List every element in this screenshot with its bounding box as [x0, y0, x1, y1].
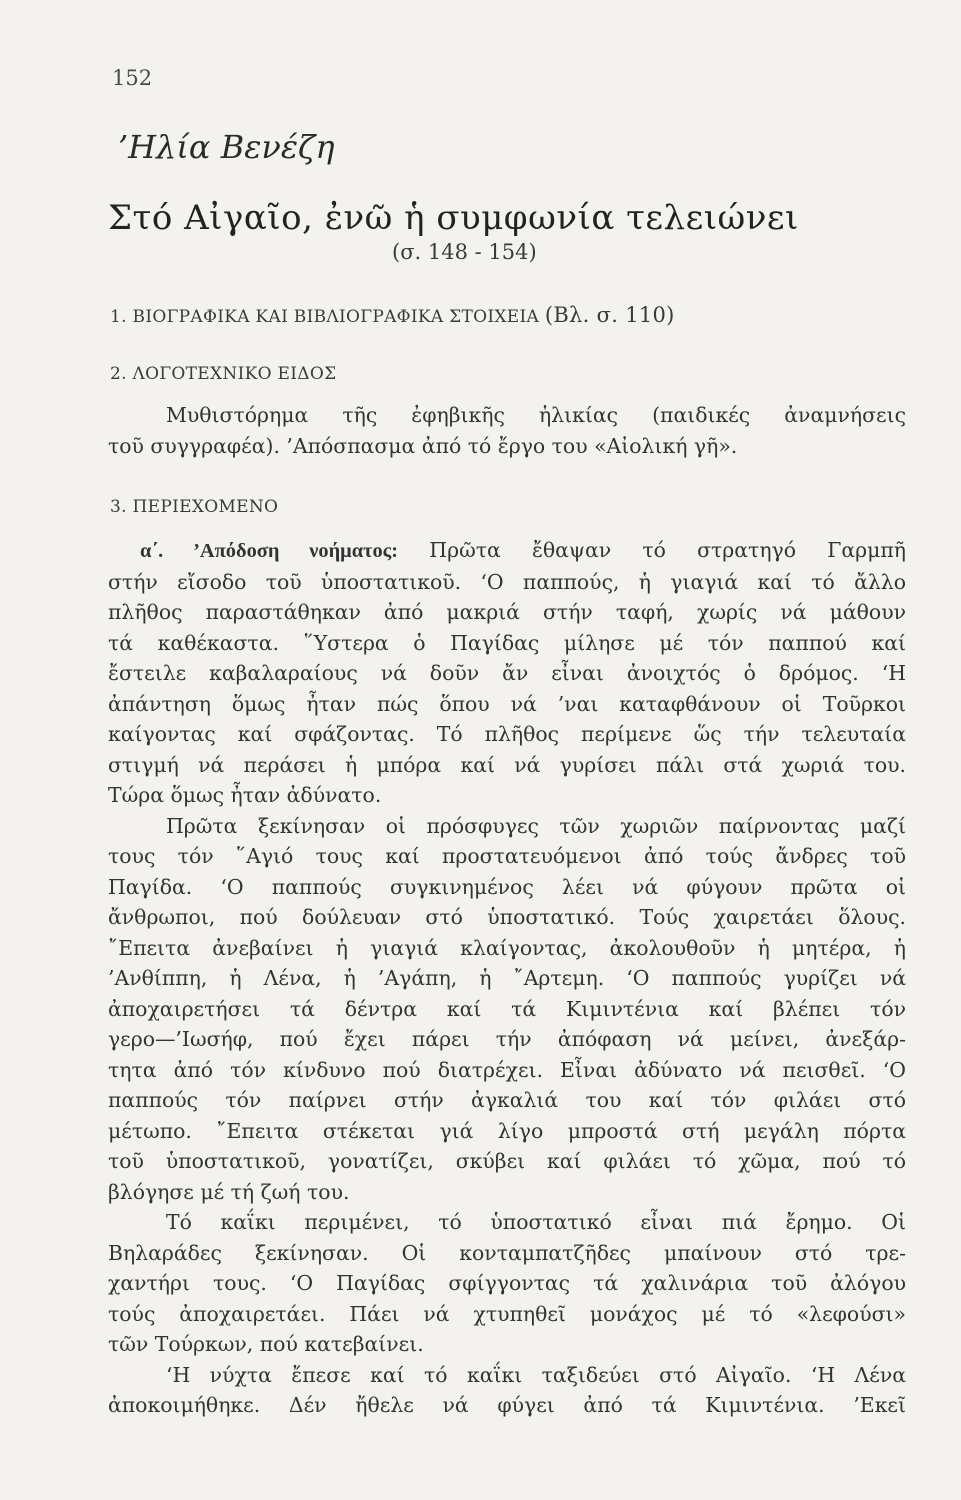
text-line: καίγοντας καί σφάζοντας. Τό πλῆθος περίμενε ὥς τήν τελευταία [108, 722, 906, 746]
author-name: ’Ηλία Βενέζη [118, 128, 335, 166]
text-line: τούς ἀποχαιρετάει. Πάει νά χτυπηθεῖ μονάχος μέ τό «λεφούσι» [108, 1301, 906, 1326]
content-first-line: Πρῶτα ἔθαψαν τό στρατηγό Γαρμπῆ [429, 538, 906, 562]
text-line: στιγμή νά περάσει ἡ μπόρα καί νά γυρίσει πάλι στά χωριά του. [108, 752, 906, 777]
text-line: ‘Η νύχτα ἔπεσε καί τό καΐκι ταξιδεύει στό Αἰγαῖο. ‘Η Λένα [166, 1362, 906, 1387]
section-heading-genre [110, 364, 336, 384]
text-line: τῶν Τούρκων, πού κατεβαίνει. [108, 1332, 424, 1356]
text-line: πλῆθος παραστάθηκαν ἀπό μακριά στήν ταφή, χωρίς νά μάθουν [108, 600, 906, 624]
text-line: ἔστειλε καβαλαραίους νά δοῦν ἄν εἶναι ἀνοιχτός ὁ δρόμος. ‘Η [108, 661, 906, 685]
section-heading-text: 1. ΒΙΟΓΡΑΦΙΚΑ ΚΑΙ ΒΙΒΛΙΟΓΡΑΦΙΚΑ ΣΤΟΙΧΕΙΑ [110, 307, 540, 327]
text-line: τά καθέκαστα. ῞Υστερα ὁ Παγίδας μίλησε μέ τόν παππού καί [108, 630, 906, 655]
text-line: Τό καΐκι περιμένει, τό ὑποστατικό εἶναι πιά ἔρημο. Οἱ [166, 1210, 906, 1234]
text-line: τοῦ ὑποστατικοῦ, γονατίζει, σκύβει καί φιλάει τό χῶμα, πού τό [108, 1149, 906, 1173]
text-line: γερο—’Ιωσήφ, πού ἔχει πάρει τήν ἀπόφαση νά μείνει, ἀνεξάρ- [108, 1027, 906, 1051]
text-line: ῎Επειτα ἀνεβαίνει ἡ γιαγιά κλαίγοντας, ἀκολουθοῦν ἡ μητέρα, ἡ [108, 935, 906, 960]
text-line: Μυθιστόρημα τῆς ἐφηβικῆς ἡλικίας (παιδικές ἀναμνήσεις [166, 403, 906, 427]
section-heading-text: 3. ΠΕΡΙΕΧΟΜΕΝΟ [110, 497, 279, 517]
text-line: Πρῶτα ξεκίνησαν οἱ πρόσφυγες τῶν χωριῶν παίρνοντας μαζί [166, 813, 906, 838]
page-range: (σ. 148 - 154) [392, 240, 537, 264]
text-line: Τώρα ὅμως ἦταν ἀδύνατο. [108, 783, 382, 807]
text-line: Βηλαράδες ξεκίνησαν. Οἱ κονταμπατζῆδες μπαίνουν στό τρε- [108, 1240, 906, 1265]
text-line: παππούς τόν παίρνει στήν ἀγκαλιά του καί τόν φιλάει στό [108, 1088, 906, 1112]
text-line: τητα ἀπό τόν κίνδυνο πού διατρέχει. Εἶναι ἀδύνατο νά πεισθεῖ. ‘Ο [108, 1057, 906, 1082]
text-line: ’Ανθίππη, ἡ Λένα, ἡ ’Αγάπη, ἡ ῎Αρτεμη. ‘Ο παππούς γυρίζει νά [108, 966, 906, 990]
genre-paragraph [108, 400, 906, 461]
section-heading-content [110, 497, 278, 517]
content-paragraphs [108, 535, 906, 1421]
text-line-first [108, 535, 906, 567]
text-line: Παγίδα. ‘Ο παππούς συγκινημένος λέει νά φύγουν πρῶτα οἱ [108, 874, 906, 899]
text-line: ἀποκοιμήθηκε. Δέν ἤθελε νά φύγει ἀπό τά Κιμιντένια. ’Εκεῖ [108, 1393, 906, 1417]
text-line: ἄνθρωποι, πού δούλευαν στό ὑποστατικό. Τούς χαιρετάει ὅλους. [108, 905, 906, 929]
text-line: ἀπάντηση ὅμως ἦταν πώς ὅπου νά ’ναι καταφθάνουν οἱ Τοῦρκοι [108, 691, 906, 716]
text-line: χαντήρι τους. ‘Ο Παγίδας σφίγγοντας τά χαλινάρια τοῦ ἀλόγου [108, 1271, 906, 1295]
text-line: βλόγησε μέ τή ζωή του. [108, 1179, 350, 1204]
page-number: 152 [112, 66, 153, 90]
content-label: α΄. ’Απόδοση νοήματος: [140, 540, 399, 562]
section-heading-bio [110, 303, 675, 327]
text-line: τους τόν ῞Αγιό τους καί προστατευόμενοι ἀπό τούς ἄνδρες τοῦ [108, 844, 906, 868]
text-line: μέτωπο. ῎Επειτα στέκεται γιά λίγο μπροστά στή μεγάλη πόρτα [108, 1118, 906, 1143]
section-heading-ref: (Βλ. σ. 110) [544, 303, 675, 327]
text-line: ἀποχαιρετήσει τά δέντρα καί τά Κιμιντένια καί βλέπει τόν [108, 996, 906, 1021]
section-heading-text: 2. ΛΟΓΟΤΕΧΝΙΚΟ ΕΙΔΟΣ [110, 364, 337, 384]
text-line: στήν εἴσοδο τοῦ ὑποστατικοῦ. ‘Ο παππούς, ἡ γιαγιά καί τό ἄλλο [108, 569, 906, 594]
chapter-title: Στό Αἰγαῖο, ἐνῶ ἡ συμφωνία τελειώνει [108, 198, 799, 238]
text-line: τοῦ συγγραφέα). ’Απόσπασμα ἀπό τό ἔργο του «Αἰολική γῆ». [108, 433, 738, 458]
